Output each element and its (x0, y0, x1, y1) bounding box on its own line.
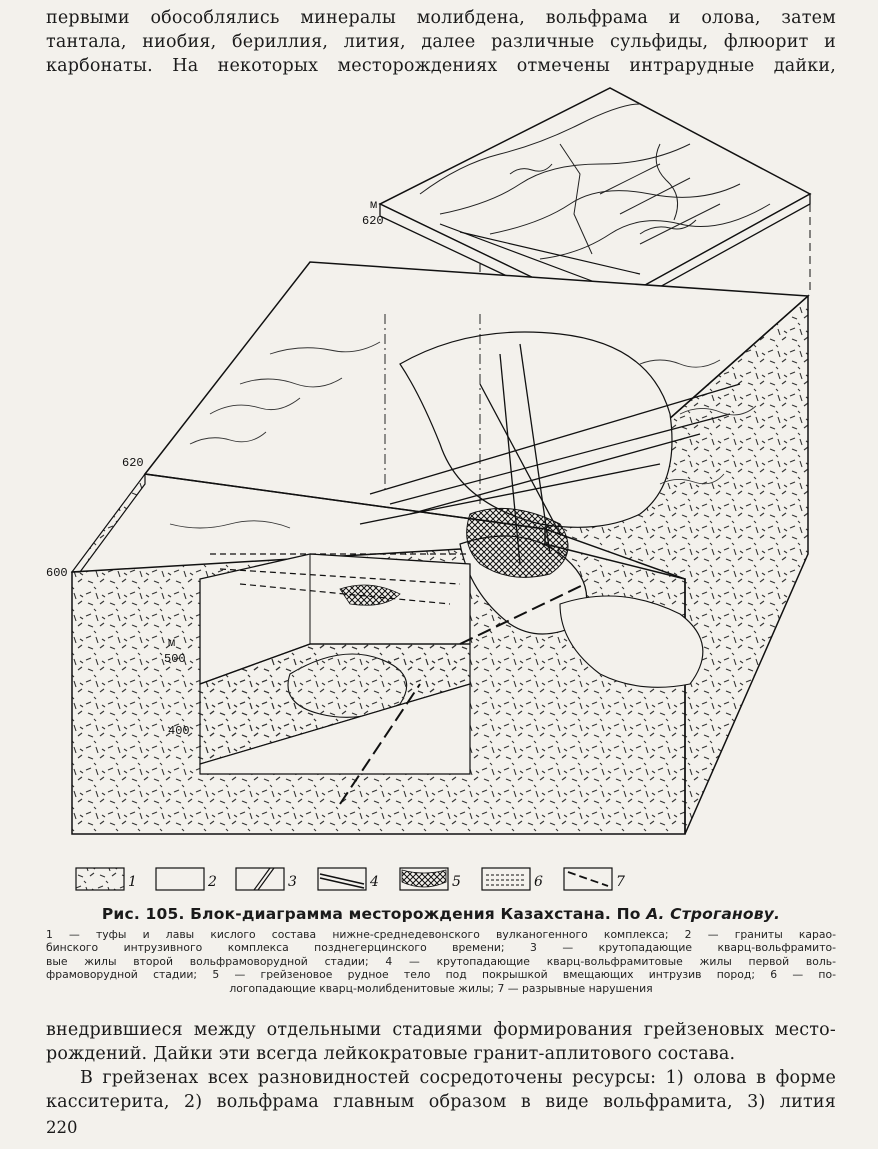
legend-item (236, 868, 297, 890)
legend-number: 1 (128, 874, 137, 890)
caption-title-text: Рис. 105. Блок-диаграмма месторождения Казахстана. По (101, 905, 641, 923)
legend-item (400, 868, 461, 890)
cutout-block (200, 554, 470, 774)
block-diagram-figure (40, 84, 840, 854)
text-line: касситерита, 2) вольфрама главным образом в виде вольфрамита, 3) лития (46, 1092, 836, 1112)
text-line: внедрившиеся между отдельными стадиями формирования грейзеновых место- (46, 1020, 836, 1040)
text-line: карбонаты. На некоторых месторождениях отмечены интрарудные дайки, (46, 56, 836, 76)
legend-item (76, 868, 137, 890)
caption-legend-line: фрамоворудной стадии; 5 — грейзеновое рудное тело под покрышкой вмещающих интрузив пород; 6 — по- (46, 968, 836, 982)
depth-label: 500 (164, 652, 186, 666)
caption-author: А. Строганову. (646, 905, 781, 923)
caption-legend-line: логопадающие кварц-молибденитовые жилы; 7 — разрывные нарушения (229, 981, 653, 995)
page-number: 220 (46, 1118, 78, 1137)
caption-legend-line: бинского интрузивного комплекса позднегерцинского времени; 3 — крутопадающие кварц-вольфрамито- (46, 941, 836, 955)
caption-legend-line: вые жилы второй вольфрамоворудной стадии; 4 — крутопадающие кварц-вольфрамитовые жилы первой воль- (46, 954, 836, 968)
caption-legend-line: 1 — туфы и лавы кислого состава нижне-среднедевонского вулканогенного комплекса; 2 — граниты карао- (46, 928, 836, 941)
legend-number: 7 (616, 874, 625, 890)
legend-item (318, 868, 379, 890)
figure-caption-legend (46, 928, 836, 995)
top-paragraph (46, 6, 836, 78)
legend-item (482, 868, 543, 890)
text-line: тантала, ниобия, бериллия, лития, далее различные сульфиды, флюорит и (46, 32, 836, 52)
depth-label: 620 (362, 214, 384, 228)
legend-item (156, 868, 217, 890)
figure-caption-title (46, 905, 836, 923)
text-line: рождений. Дайки эти всегда лейкократовые гранит-аплитового состава. (46, 1044, 736, 1064)
legend-number: 5 (452, 874, 461, 890)
depth-label: 400 (168, 724, 190, 738)
legend-number: 3 (288, 874, 297, 890)
text-line: первыми обособлялись минералы молибдена, вольфрама и олова, затем (46, 8, 836, 28)
unit-label-upper: м (370, 198, 378, 212)
depth-label: 600 (46, 566, 68, 580)
unit-label-lower: м (168, 636, 176, 650)
depth-label: 620 (122, 456, 144, 470)
legend-item (564, 868, 625, 890)
legend-number: 4 (370, 874, 379, 890)
bottom-paragraph (46, 1018, 836, 1114)
legend-number: 6 (534, 874, 543, 890)
figure-legend (74, 862, 654, 896)
legend-number: 2 (208, 874, 217, 890)
text-line: В грейзенах всех разновидностей сосредоточены ресурсы: 1) олова в форме (80, 1068, 836, 1088)
